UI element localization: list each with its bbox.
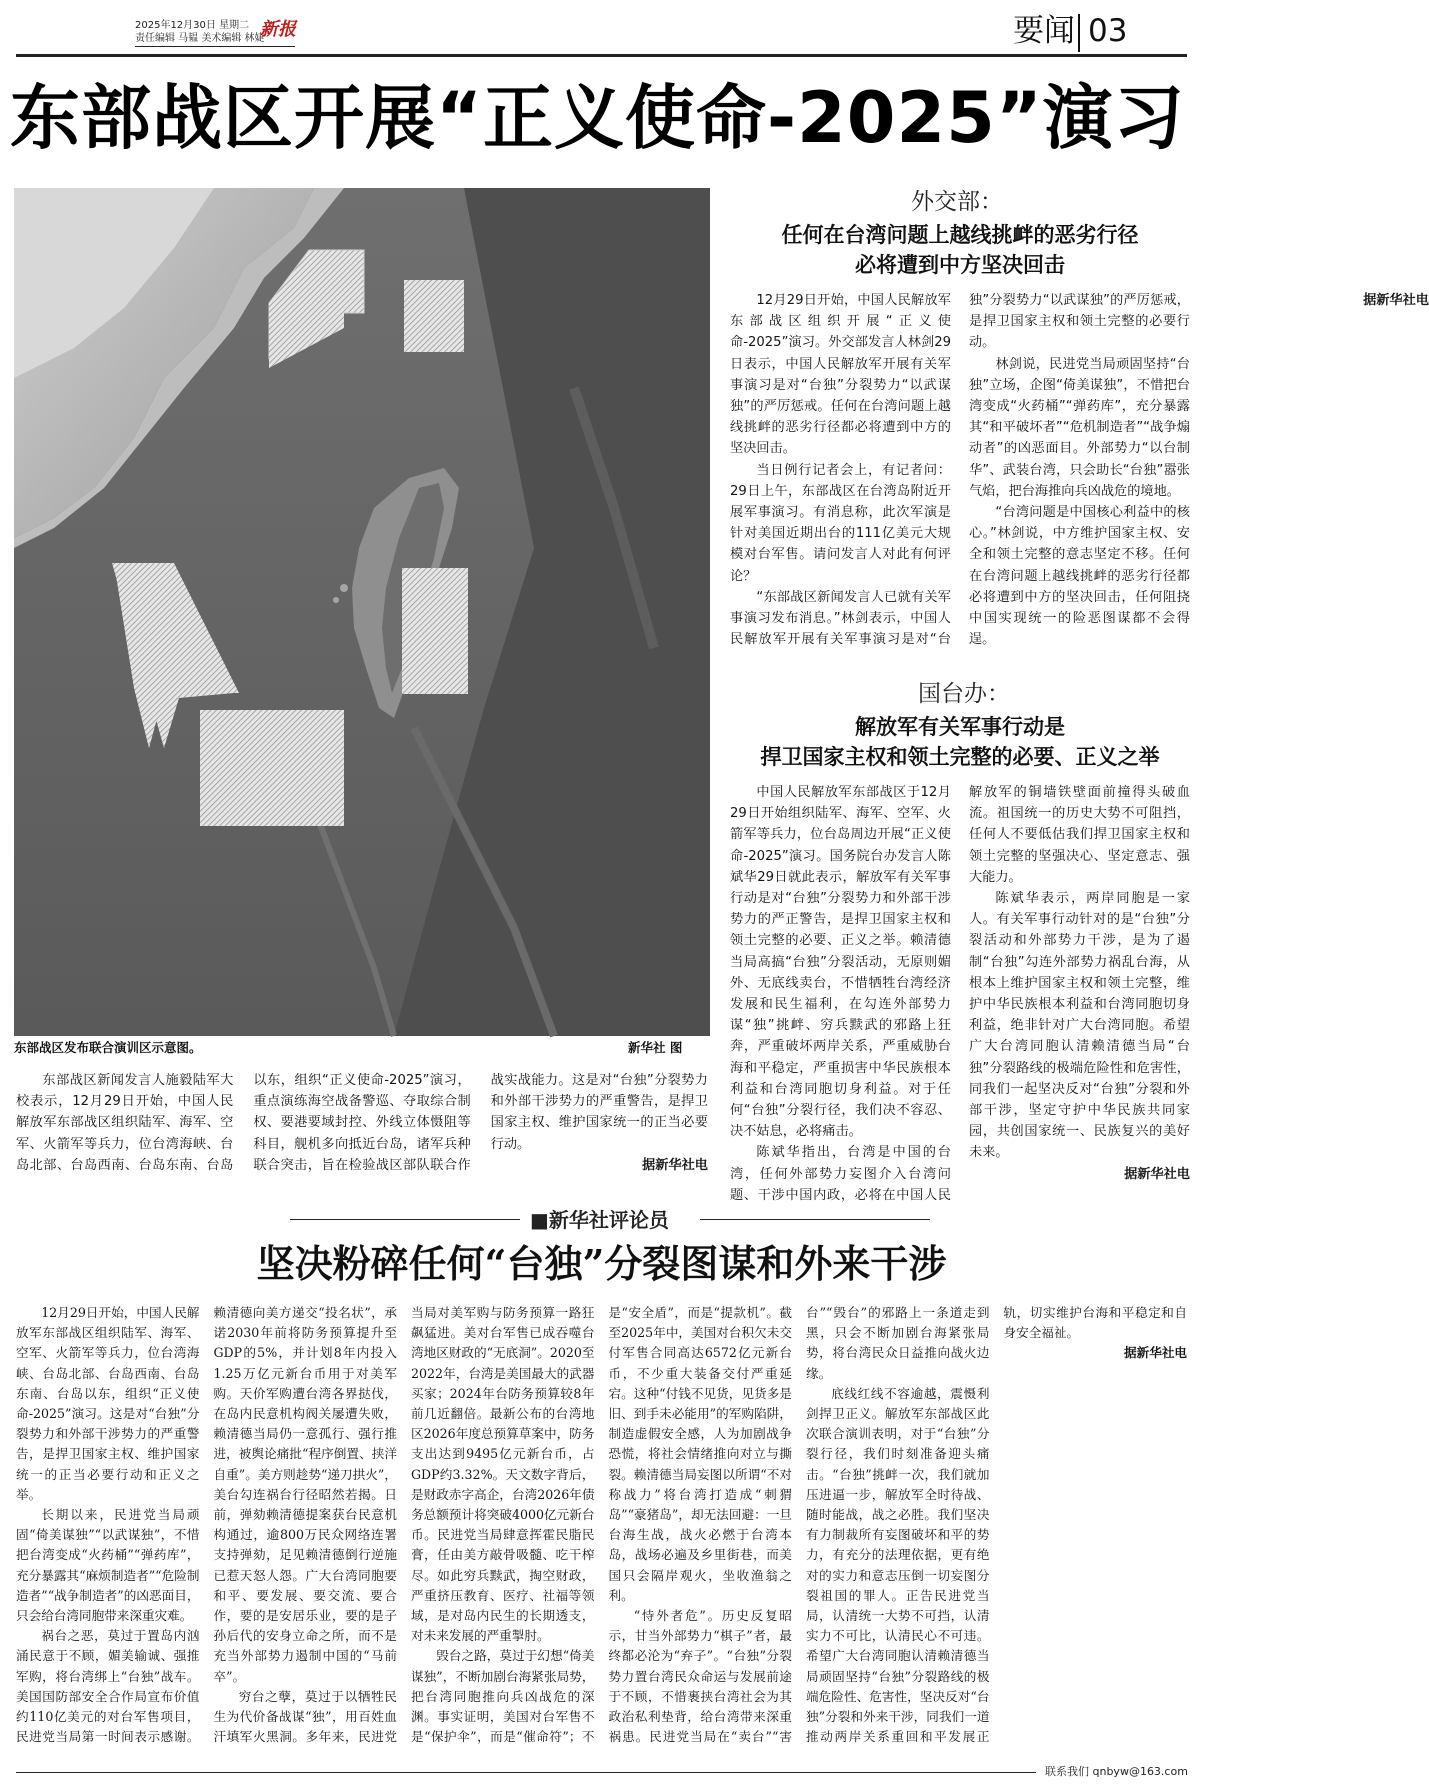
tao-source: 据新华社电 xyxy=(1124,1166,1190,1182)
tao-title-line1: 解放军有关军事行动是 xyxy=(855,715,1065,739)
main-article-source: 据新华社电 xyxy=(642,1157,708,1173)
mfa-paragraph: “台湾问题是中国核心利益中的核心。”林剑说，中方维护国家主权、安全和领土完整的意志坚定不移。任何在台湾问题上越线挑衅的恶劣行径都必将遭到中方的坚决回击，任何阻挠中国实现统一的险恶图谋都不会得逞。 xyxy=(969,505,1190,648)
map-credit: 新华社 图 xyxy=(628,1040,683,1055)
commentary-title: 坚决粉碎任何“台独”分裂图谋和外来干涉 xyxy=(256,1241,947,1286)
tao-paragraph: 陈斌华表示，两岸同胞是一家人。有关军事行动针对的是“台独”分裂活动和外部势力干涉，是为了遏制“台独”勾连外部势力祸乱台海，从根本上维护国家主权和领土完整，维护中华民族根本利益和台湾同胞切身利益，绝非针对广大台湾同胞。希望广大台湾同胞认清赖清德当局“台独”分裂路线的极端危险性和危害性，同我们一起坚决反对“台独”分裂和外部干涉，坚定守护中华民族共同家园，共创国家统一、民族复兴的美好未来。 xyxy=(969,891,1190,1161)
masthead-rule xyxy=(16,54,1187,57)
newspaper-logo: 新报 xyxy=(260,19,296,40)
commentary-paragraph: 祸台之恶，莫过于置岛内汹涌民意于不顾，媚美输诚、强推军购，将台湾绑上“台独”战车。美国国防部安全合作局宣布价值约110亿美元的对台军售项目，民进党当局第一时间表示感谢。赖清德向美方递交“投名状”，承诺2030年前将防务预算提升至GDP的5%，并计划8年内投入1.25万亿元新台币用于对美军购。天价军购遭台湾各界挞伐，在岛内民意机构阀关屡遭失败，赖清德当局仍一意孤行、强行推进，被舆论痛批“程序倒置、挟洋自重”。美方则趁势“递刀拱火”，美台勾连祸台行径昭然若揭。日前，弹劾赖清德提案获台民意机构通过，逾800万民众网络连署支持弹劾，足见赖清德倒行逆施已惹天怒人怨。广大台湾同胞要和平、要发展、要交流、要合作，要的是安居乐业，要的是子孙后代的安身立命之所，而不是充当外部势力遏制中国的“马前卒”。 xyxy=(16,1305,397,1745)
commentary-paragraph: 12月29日开始，中国人民解放军东部战区组织陆军、海军、空军、火箭军等兵力，位台湾海峡、台岛北部、台岛西南、台岛东南、台岛以东，组织“正义使命-2025”演习。这是对“台独”分裂势力和外部干涉势力的严重警告，是捍卫国家主权、维护国家统一的正当必要行动和正义之举。 xyxy=(16,1305,200,1502)
exercise-map xyxy=(14,188,710,1036)
main-article-paragraph: 东部战区新闻发言人施毅陆军大校表示，12月29日开始，中国人民解放军东部战区组织陆军、海军、空军、火箭军等兵力，位台湾海峡、台岛北部、台岛西南、台岛东南、台岛以东，组织“正义使命-2025”演习，重点演练海空战备警巡、夺取综合制权、要港要域封控、外线立体慑阻等科目，舰机多向抵近台岛，诸军兵种联合突击，旨在检验战区部队联合作战实战能力。这是对“台独”分裂势力和外部干涉势力的严重警告，是捍卫国家主权、维护国家统一的正当必要行动。 xyxy=(16,1073,708,1173)
mfa-paragraph: “东部战区新闻发言人已就有关军事演习发布消息。”林剑表示，中国人民解放军开展有关军事演习是对“台独”分裂势力“以武谋独”的严厉惩戒，是捍卫国家主权和领土完整的必要行动。 xyxy=(730,293,1190,648)
mfa-title-line1: 任何在台湾问题上越线挑衅的恶劣行径 xyxy=(781,223,1139,247)
commentary-rule-left xyxy=(290,1219,520,1220)
commentary-paragraph: 穷台之孽，莫过于以牺牲民生为代价备战谋“独”，用百姓血汗填军火黑洞。多年来，民进党当局对美军购与防务预算一路狂飙猛进。美对台军售已成吞噬台湾地区财政的“无底洞”。2020至2022年，台湾是美国最大的武器买家；2024年台防务预算较8年前几近翻倍。最新公布的台湾地区2026年度总预算草案中，防务支出达到9495亿元新台币，占GDP约3.32%。天文数字背后，是财政赤字高企，台湾2026年债务总额预计将突破4000亿元新台币。民进党当局肆意挥霍民脂民膏，任由美方敲骨吸髓、吃干榨尽。如此穷兵黩武，掏空财政，严重挤压教育、医疗、社福等领域，是对岛内民生的长期透支，对未来发展的严重掣肘。 xyxy=(213,1305,595,1745)
mfa-paragraph: 12月29日开始，中国人民解放军东部战区组织开展“正义使命-2025”演习。外交部发言人林剑29日表示，中国人民解放军开展有关军事演习是对“台独”分裂势力“以武谋独”的严厉惩戒。任何在台湾问题上越线挑衅的恶劣行径都必将遭到中方的坚决回击。 xyxy=(730,293,951,457)
mfa-paragraph: 当日例行记者会上，有记者问：29日上午，东部战区在台湾岛附近开展军事演习。有消息称，此次军演是针对美国近期出台的111亿美元大规模对台军售。请问发言人对此有何评论？ xyxy=(730,462,951,584)
mfa-kicker: 外交部： xyxy=(911,189,1003,215)
section-divider xyxy=(1078,14,1080,52)
mfa-title-line2: 必将遭到中方坚决回击 xyxy=(855,253,1065,277)
tao-article xyxy=(730,782,1190,1208)
date-line: 2025年12月30日 星期二 xyxy=(135,20,250,31)
commentary-paragraph: 底线红线不容逾越，震慑利剑捍卫正义。解放军东部战区此次联合演训表明，对于“台独”分裂行径，我们时刻准备迎头痛击。“台独”挑衅一次，我们就加压进逼一步，解放军全时待战、随时能战，战之必胜。我们坚决有力制裁所有妄图破坏和平的势力，有充分的法理依据，更有绝对的实力和意志压倒一切妄图分裂祖国的罪人。正告民进党当局，认清统一大势不可挡，认清实力不可比，认清民心不可违。希望广大台湾同胞认清赖清德当局顽固坚持“台独”分裂路线的极端危险性、危害性，坚决反对“台独”分裂和外来干涉，同我们一道推动两岸关系重回和平发展正轨，切实维护台海和平稳定和自身安全福祉。 xyxy=(806,1305,1187,1745)
commentary-label: ■新华社评论员 xyxy=(530,1208,669,1232)
commentary-paragraph: “恃外者危”。历史反复昭示，甘当外部势力“棋子”者，最终都必沦为“弃子”。“台独”分裂势力置台湾民众命运与发展前途于不顾，不惜裹挟台湾社会为其政治私利垫背，给台湾带来深重祸患。民进党当局在“卖台”“害台”“毁台”的邪路上一条道走到黑，只会不断加剧台海紧张局势，将台湾民众日益推向战火边缘。 xyxy=(608,1305,990,1745)
main-article xyxy=(16,1070,708,1208)
exercise-map-graphic xyxy=(14,188,710,1036)
commentary-source: 据新华社电 xyxy=(1124,1345,1187,1361)
tao-kicker: 国台办： xyxy=(918,681,1010,707)
mfa-article xyxy=(730,290,1429,668)
editor-line: 责任编辑 马韫 美术编辑 林婕 xyxy=(135,33,265,44)
section-name: 要闻 xyxy=(1013,13,1075,49)
tao-paragraph: 陈斌华指出，台湾是中国的台湾，任何外部势力妄图介入台湾问题、干涉中国内政，必将在中国人民解放军的铜墙铁壁面前撞得头破血流。祖国统一的历史大势不可阻挡，任何人不要低估我们捍卫国家主权和领土完整的坚强决心、坚定意志、强大能力。 xyxy=(730,785,1190,1203)
footer-contact: 联系我们 qnbyw@163.com xyxy=(1045,1765,1188,1778)
tao-title-line2: 捍卫国家主权和领土完整的必要、正义之举 xyxy=(760,745,1160,769)
map-caption: 东部战区发布联合演训区示意图。 xyxy=(14,1040,202,1055)
page-number: 03 xyxy=(1088,13,1128,49)
commentary-paragraph: 毁台之路，莫过于幻想“倚美谋独”，不断加剧台海紧张局势，把台湾同胞推向兵凶战危的深渊。事实证明，美国对台军售不是“保护伞”，而是“催命符”；不是“安全盾”，而是“提款机”。截至2025年中，美国对台积欠未交付军售合同高达6572亿元新台币，不少重大装备交付严重延宕。这种“付钱不见货，见货多是旧、到手未必能用”的军购陷阱，制造虚假安全感，人为加剧战争恐慌，将社会情绪推向对立与撕裂。赖清德当局妄图以所谓“不对称战力”将台湾打造成“刺猬岛”“豪猪岛”，却无法回避：一旦台海生战，战火必燃于台湾本岛，战场必遍及乡里街巷，而美国只会隔岸观火，坐收渔翁之利。 xyxy=(411,1305,792,1745)
commentary-rule-right xyxy=(700,1219,930,1220)
mfa-paragraph: 林剑说，民进党当局顽固坚持“台独”立场，企图“倚美谋独”，不惜把台湾变成“火药桶”“弹药库”，充分暴露其“和平破坏者”“危机制造者”“战争煽动者”的凶恶面目。外部势力“以台制华”、武装台湾，只会助长“台独”嚣张气焰，把台海推向兵凶战危的境地。 xyxy=(969,356,1190,499)
mfa-source: 据新华社电 xyxy=(1363,293,1429,308)
footer-rule xyxy=(16,1772,1036,1773)
commentary-paragraph: 长期以来，民进党当局顽固“倚美谋独”“以武谋独”，不惜把台湾变成“火药桶”“弹药库”，充分暴露其“麻烦制造者”“危险制造者”“战争制造者”的凶恶面目，只会给台湾同胞带来深重灾难。 xyxy=(16,1507,200,1624)
page-headline: 东部战区开展“正义使命-2025”演习 xyxy=(10,77,1185,159)
tao-paragraph: 中国人民解放军东部战区于12月29日开始组织陆军、海军、空军、火箭军等兵力，位台岛周边开展“正义使命-2025”演习。国务院台办发言人陈斌华29日就此表示，解放军有关军事行动是对“台独”分裂势力和外部干涉势力的严正警告，是捍卫国家主权和领土完整的必要、正义之举。赖清德当局高搞“台独”分裂活动，无原则媚外、无底线卖台，不惜牺牲台湾经济发展和民生福利，在勾连外部势力谋“独”挑衅、穷兵黩武的邪路上狂奔，严重破坏两岸关系，严重威胁台海和平稳定，严重损害中华民族根本利益和台湾同胞切身利益。对于任何“台独”分裂行径，我们决不容忍、决不姑息，必将痛击。 xyxy=(730,785,951,1140)
commentary-body xyxy=(16,1303,1187,1761)
